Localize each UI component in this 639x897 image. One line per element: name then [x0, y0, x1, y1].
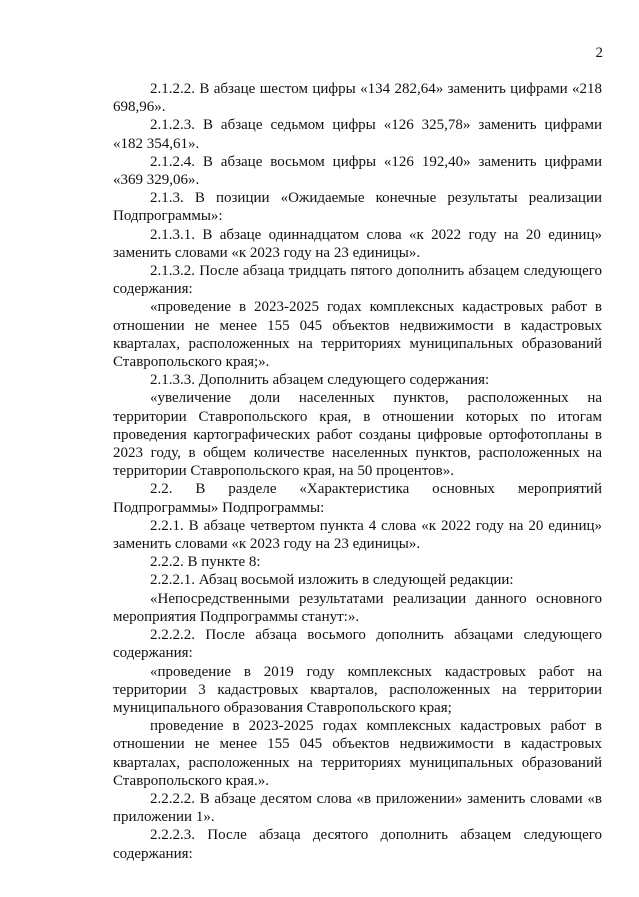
- paragraph: 2.1.3. В позиции «Ожидаемые конечные результаты реализации Подпрограммы»:: [113, 190, 602, 225]
- paragraph: 2.1.3.1. В абзаце одиннадцатом слова «к 2022 году на 20 единиц» заменить словами «к 2023 году на 23 единицы».: [113, 226, 602, 261]
- paragraph: 2.1.2.2. В абзаце шестом цифры «134 282,64» заменить цифрами «218 698,96».: [113, 81, 602, 116]
- paragraph: 2.2. В разделе «Характеристика основных мероприятий Подпрограммы» Подпрограммы:: [113, 481, 602, 516]
- paragraph: «Непосредственными результатами реализации данного основного мероприятия Подпрограммы станут:».: [113, 590, 602, 625]
- paragraph: «увеличение доли населенных пунктов, расположенных на территории Ставропольского края, в отношении которых по итогам проведения картографических работ созданы цифровые ортофотопланы в 2023 году, в общем количестве населенных пунктов, расположенных на территории Ставропольского края, на 50 процентов».: [113, 390, 602, 480]
- document-body: [113, 80, 602, 863]
- paragraph: «проведение в 2023-2025 годах комплексных кадастровых работ в отношении не менее 155 045 объектов недвижимости в кадастровых кварталах, расположенных на территориях муниципальных образований Ставропольского края;».: [113, 299, 602, 371]
- paragraph: 2.2.2.1. Абзац восьмой изложить в следующей редакции:: [150, 572, 514, 589]
- paragraph: 2.1.2.4. В абзаце восьмом цифры «126 192,40» заменить цифрами «369 329,06».: [113, 153, 602, 189]
- paragraph: 2.1.3.3. Дополнить абзацем следующего содержания:: [150, 372, 490, 389]
- paragraph: 2.2.2. В пункте 8:: [150, 554, 261, 571]
- paragraph: «проведение в 2019 году комплексных кадастровых работ на территории 3 кадастровых кварталов, расположенных на территории муниципального образования Ставропольского края;: [113, 663, 602, 716]
- paragraph: 2.2.2.2. В абзаце десятом слова «в приложении» заменить словами «в приложении 1».: [113, 790, 602, 826]
- paragraph: 2.2.2.3. После абзаца десятого дополнить абзацем следующего содержания:: [113, 827, 602, 862]
- paragraph: проведение в 2023-2025 годах комплексных кадастровых работ в отношении не менее 155 045 объектов недвижимости в кадастровых кварталах, расположенных на территориях муниципальных образований Ставропольского края.».: [113, 718, 602, 789]
- paragraph: 2.2.1. В абзаце четвертом пункта 4 слова «к 2022 году на 20 единиц» заменить словами «к 2023 году на 23 единицы».: [113, 517, 602, 553]
- paragraph: 2.1.2.3. В абзаце седьмом цифры «126 325,78» заменить цифрами «182 354,61».: [113, 117, 602, 152]
- page-number: 2: [595, 45, 603, 61]
- paragraph: 2.1.3.2. После абзаца тридцать пятого дополнить абзацем следующего содержания:: [113, 263, 602, 298]
- paragraph: 2.2.2.2. После абзаца восьмого дополнить абзацами следующего содержания:: [113, 627, 602, 662]
